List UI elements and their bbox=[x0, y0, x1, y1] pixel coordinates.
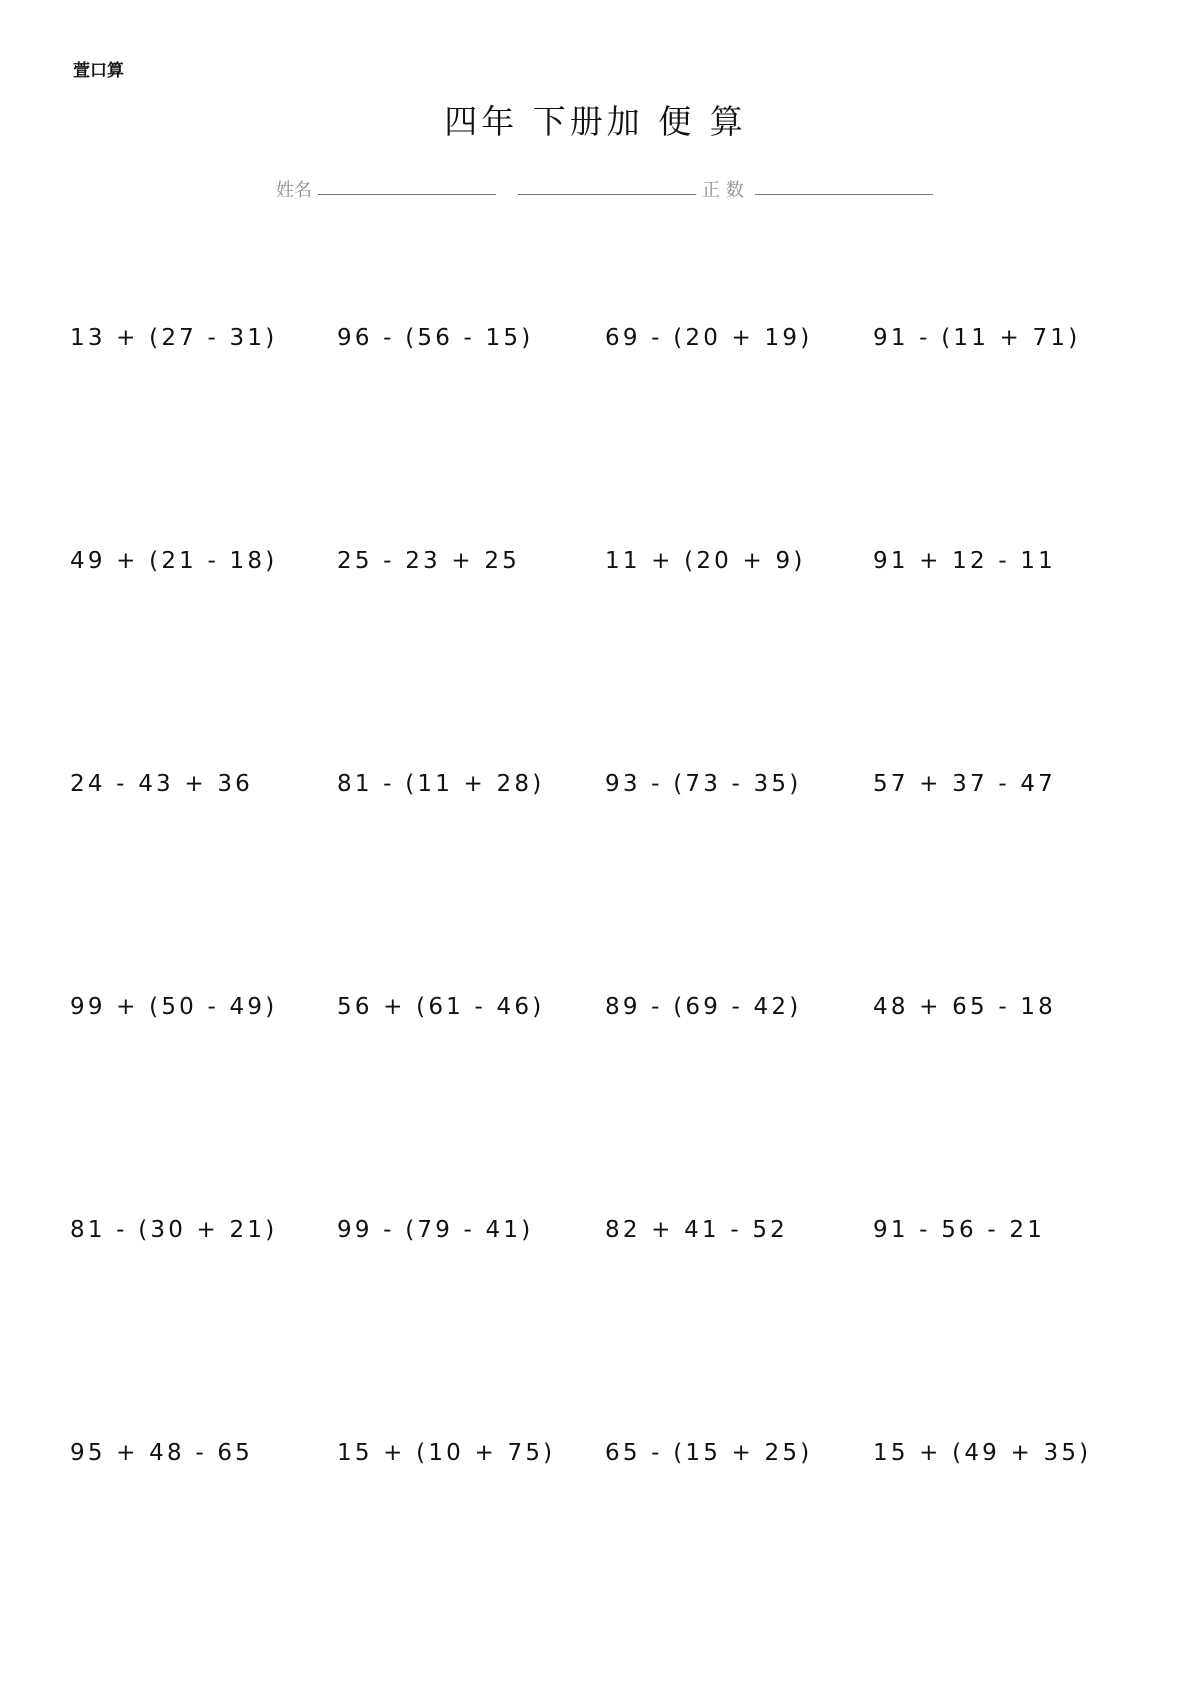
problem: 65 - (15 + 25) bbox=[605, 1440, 813, 1466]
problem: 91 - (11 + 71) bbox=[873, 325, 1081, 351]
problem: 96 - (56 - 15) bbox=[337, 325, 534, 351]
problem: 13 + (27 - 31) bbox=[70, 325, 278, 351]
problem: 93 - (73 - 35) bbox=[605, 771, 802, 797]
score-label: 正 数 bbox=[702, 180, 744, 201]
name-field-line[interactable] bbox=[318, 194, 496, 195]
problem: 15 + (10 + 75) bbox=[337, 1440, 556, 1466]
problem: 24 - 43 + 36 bbox=[70, 771, 254, 797]
problem: 56 + (61 - 46) bbox=[337, 994, 545, 1020]
worksheet-label: 萱口算 bbox=[73, 61, 124, 81]
problem: 99 - (79 - 41) bbox=[337, 1217, 534, 1243]
problem: 81 - (11 + 28) bbox=[337, 771, 545, 797]
problem: 57 + 37 - 47 bbox=[873, 771, 1057, 797]
page-title: 四年 下册加 便 算 bbox=[444, 102, 747, 141]
problem: 25 - 23 + 25 bbox=[337, 548, 521, 574]
problem: 91 - 56 - 21 bbox=[873, 1217, 1046, 1243]
problem: 11 + (20 + 9) bbox=[605, 548, 806, 574]
problem: 91 + 12 - 11 bbox=[873, 548, 1057, 574]
name-label: 姓名 bbox=[276, 180, 312, 201]
problem: 15 + (49 + 35) bbox=[873, 1440, 1092, 1466]
problem: 48 + 65 - 18 bbox=[873, 994, 1057, 1020]
problem: 95 + 48 - 65 bbox=[70, 1440, 254, 1466]
problem: 82 + 41 - 52 bbox=[605, 1217, 789, 1243]
score-field-line[interactable] bbox=[755, 194, 933, 195]
blank-field-line[interactable] bbox=[518, 194, 696, 195]
problem: 99 + (50 - 49) bbox=[70, 994, 278, 1020]
problem: 89 - (69 - 42) bbox=[605, 994, 802, 1020]
problem: 49 + (21 - 18) bbox=[70, 548, 278, 574]
problem: 81 - (30 + 21) bbox=[70, 1217, 278, 1243]
problem: 69 - (20 + 19) bbox=[605, 325, 813, 351]
